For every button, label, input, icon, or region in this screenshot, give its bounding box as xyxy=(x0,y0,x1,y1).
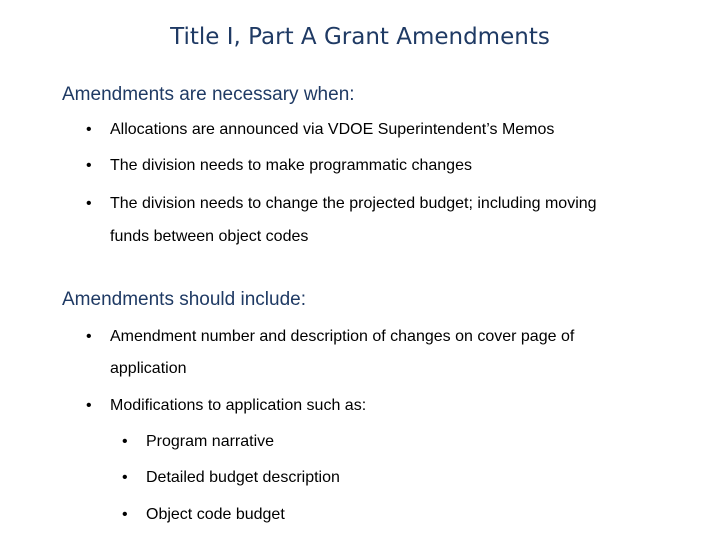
bullet-item-budget-continuation: funds between object codes xyxy=(110,228,309,245)
slide-title: Title I, Part A Grant Amendments xyxy=(170,24,550,50)
sub-bullet-glyph: • xyxy=(122,506,128,523)
bullet-item-programmatic: The division needs to make programmatic changes xyxy=(110,157,472,174)
sub-bullet-glyph: • xyxy=(122,469,128,486)
sub-bullet-glyph: • xyxy=(122,433,128,450)
bullet-glyph: • xyxy=(86,397,92,414)
bullet-glyph: • xyxy=(86,195,92,212)
bullet-item-amendment-number: Amendment number and description of changes on cover page of xyxy=(110,328,575,345)
bullet-item-amendment-number-continuation: application xyxy=(110,360,187,377)
sub-bullet-object-code-budget: Object code budget xyxy=(146,506,285,523)
bullet-glyph: • xyxy=(86,328,92,345)
section-heading-necessary: Amendments are necessary when: xyxy=(62,84,355,105)
bullet-item-allocations: Allocations are announced via VDOE Superintendent’s Memos xyxy=(110,121,555,138)
section-heading-include: Amendments should include: xyxy=(62,289,306,310)
bullet-item-budget: The division needs to change the projected budget; including moving xyxy=(110,195,597,212)
bullet-item-modifications: Modifications to application such as: xyxy=(110,397,367,414)
sub-bullet-program-narrative: Program narrative xyxy=(146,433,275,450)
bullet-glyph: • xyxy=(86,121,92,138)
bullet-glyph: • xyxy=(86,157,92,174)
sub-bullet-budget-description: Detailed budget description xyxy=(146,469,340,486)
